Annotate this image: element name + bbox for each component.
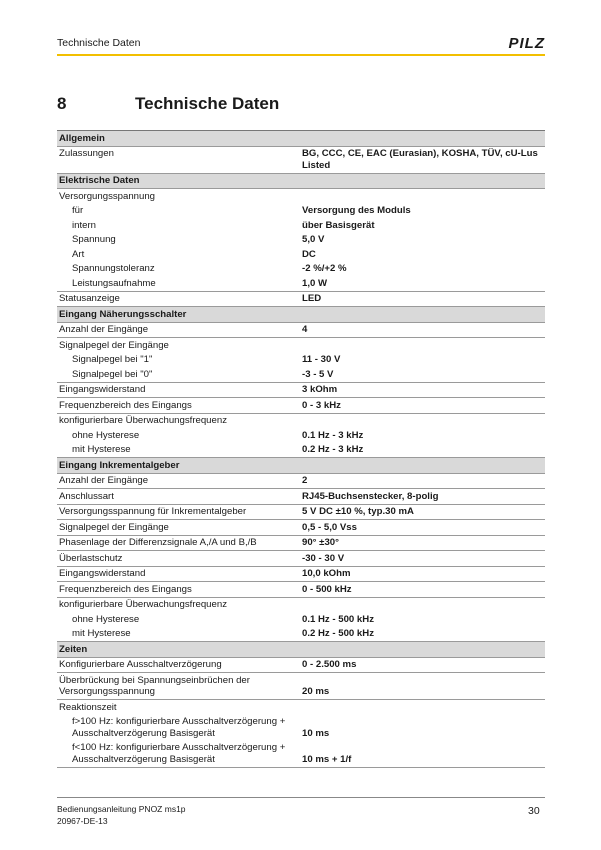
row-value: 0 - 3 kHz	[302, 399, 341, 411]
section-title: Elektrische Daten	[59, 175, 140, 186]
spec-table	[57, 130, 545, 768]
footer-doc-number: 20967-DE-13	[57, 816, 108, 826]
row-value: 5,0 V	[302, 234, 325, 245]
row-value: -2 %/+2 %	[302, 263, 347, 274]
row-value	[300, 338, 545, 353]
row-label: mit Hysterese	[72, 628, 131, 639]
row-label: Anzahl der Eingänge	[59, 475, 149, 486]
table-row	[57, 428, 545, 443]
section-title: Eingang Näherungsschalter	[59, 308, 187, 320]
page-header	[57, 37, 545, 53]
table-row	[57, 567, 545, 583]
table-row	[57, 715, 545, 741]
table-row	[57, 218, 545, 233]
row-label: Signalpegel der Eingänge	[59, 339, 169, 351]
table-row	[57, 262, 545, 277]
table-row	[57, 658, 545, 674]
row-label: Spannungstoleranz	[72, 263, 155, 274]
row-label: Phasenlage der Differenzsignale A,/A und B,/B	[59, 537, 257, 548]
row-value: 4	[302, 324, 308, 335]
row-label: Eingangswiderstand	[59, 384, 146, 395]
row-value: 20 ms	[302, 686, 330, 697]
row-value	[300, 414, 545, 429]
table-row	[57, 551, 545, 567]
row-label: konfigurierbare Überwachungsfrequenz	[59, 415, 227, 426]
row-value: 5 V DC ±10 %, typ.30 mA	[302, 506, 414, 517]
row-value: 0,5 - 5,0 Vss	[302, 521, 357, 533]
section-header	[57, 131, 545, 147]
row-label: Frequenzbereich des Eingangs	[59, 399, 192, 411]
row-value: RJ45-Buchsenstecker, 8-polig	[302, 490, 439, 502]
row-label: ohne Hysterese	[72, 429, 140, 441]
row-label: konfigurierbare Überwachungsfrequenz	[59, 599, 227, 610]
pilz-logo: PILZ	[508, 35, 545, 52]
row-value: 0.1 Hz - 3 kHz	[302, 429, 364, 441]
row-label: Reaktionszeit	[59, 701, 117, 713]
section-header	[57, 458, 545, 474]
row-value: 0 - 500 kHz	[302, 583, 352, 595]
row-label: Überbrückung bei Spannungseinbrüchen der Versorgungsspannung	[59, 674, 250, 697]
row-label: f>100 Hz: konfigurierbare Ausschaltverzögerung + Ausschaltverzögerung Basisgerät	[72, 716, 286, 739]
table-row	[57, 204, 545, 219]
row-value: 11 - 30 V	[302, 354, 341, 365]
table-row	[57, 292, 545, 308]
table-row	[57, 474, 545, 490]
section-header	[57, 174, 545, 190]
row-value: -30 - 30 V	[302, 552, 345, 564]
table-row	[57, 147, 545, 174]
row-label: Überlastschutz	[59, 552, 123, 564]
section-title: Allgemein	[59, 132, 105, 144]
row-value: 10 ms	[302, 727, 330, 739]
row-value: BG, CCC, CE, EAC (Eurasian), KOSHA, TÜV, cU-Lus Listed	[302, 148, 538, 171]
table-row	[57, 383, 545, 399]
table-row	[57, 489, 545, 505]
table-row	[57, 520, 545, 536]
row-label: ohne Hysterese	[72, 613, 140, 625]
chapter-number: 8	[57, 94, 67, 113]
section-header	[57, 307, 545, 323]
table-row	[57, 398, 545, 414]
row-label: Konfigurierbare Ausschaltverzögerung	[59, 659, 222, 670]
row-label: Eingangswiderstand	[59, 568, 146, 579]
table-row	[57, 598, 545, 613]
table-row	[57, 700, 545, 715]
row-label: Zulassungen	[59, 148, 114, 159]
row-value: DC	[302, 248, 316, 260]
row-label: Signalpegel bei "0"	[72, 368, 153, 380]
row-value: 0.2 Hz - 3 kHz	[302, 444, 364, 455]
header-title: Technische Daten	[57, 37, 141, 49]
row-value: 1,0 W	[302, 277, 328, 289]
row-label: Signalpegel bei "1"	[72, 354, 153, 365]
table-row	[57, 338, 545, 353]
row-value: 0 - 2.500 ms	[302, 659, 357, 670]
table-row	[57, 276, 545, 292]
row-label: Art	[72, 248, 85, 260]
row-label: mit Hysterese	[72, 444, 131, 455]
row-value: Versorgung des Moduls	[302, 205, 411, 216]
row-label: Statusanzeige	[59, 293, 120, 304]
table-row	[57, 612, 545, 627]
row-value: -3 - 5 V	[302, 368, 334, 380]
page-footer	[57, 803, 186, 827]
chapter-title: Technische Daten	[135, 94, 280, 113]
row-label: Versorgungsspannung für Inkrementalgeber	[59, 506, 247, 517]
row-value: 10,0 kOhm	[302, 568, 351, 579]
row-label: intern	[72, 219, 96, 231]
table-row	[57, 536, 545, 552]
table-row	[57, 627, 545, 643]
table-row	[57, 323, 545, 339]
footer-divider	[57, 797, 545, 798]
table-row	[57, 505, 545, 521]
row-label: Frequenzbereich des Eingangs	[59, 583, 192, 595]
row-value: LED	[302, 293, 322, 304]
row-value: 10 ms + 1/f	[302, 753, 352, 765]
footer-manual-name: Bedienungsanleitung PNOZ ms1p	[57, 804, 186, 814]
table-row	[57, 353, 545, 368]
row-value: 90° ±30°	[302, 537, 339, 548]
row-value: 0.1 Hz - 500 kHz	[302, 613, 374, 625]
row-value: 3 kOhm	[302, 384, 338, 395]
row-value: 0.2 Hz - 500 kHz	[302, 628, 374, 639]
row-value: 2	[302, 475, 308, 486]
row-label: Leistungsaufnahme	[72, 277, 156, 289]
row-label: Spannung	[72, 234, 116, 245]
row-value: über Basisgerät	[302, 219, 375, 231]
table-row	[57, 367, 545, 383]
header-divider	[57, 54, 545, 56]
table-row	[57, 741, 545, 768]
row-label: f<100 Hz: konfigurierbare Ausschaltverzögerung + Ausschaltverzögerung Basisgerät	[72, 742, 286, 765]
section-header	[57, 642, 545, 658]
section-title: Eingang Inkrementalgeber	[59, 459, 180, 471]
row-value	[300, 189, 545, 204]
row-label: Anschlussart	[59, 490, 114, 502]
table-row	[57, 443, 545, 459]
table-row	[57, 582, 545, 598]
row-label: Anzahl der Eingänge	[59, 324, 149, 335]
table-row	[57, 247, 545, 262]
table-row	[57, 233, 545, 248]
table-row	[57, 414, 545, 429]
row-label: für	[72, 205, 84, 216]
table-row	[57, 189, 545, 204]
row-value	[300, 598, 545, 613]
section-title: Zeiten	[59, 643, 88, 655]
row-value	[300, 700, 545, 715]
table-row	[57, 673, 545, 700]
row-label: Versorgungsspannung	[59, 190, 156, 202]
row-label: Signalpegel der Eingänge	[59, 521, 169, 533]
page-number: 30	[528, 805, 540, 817]
